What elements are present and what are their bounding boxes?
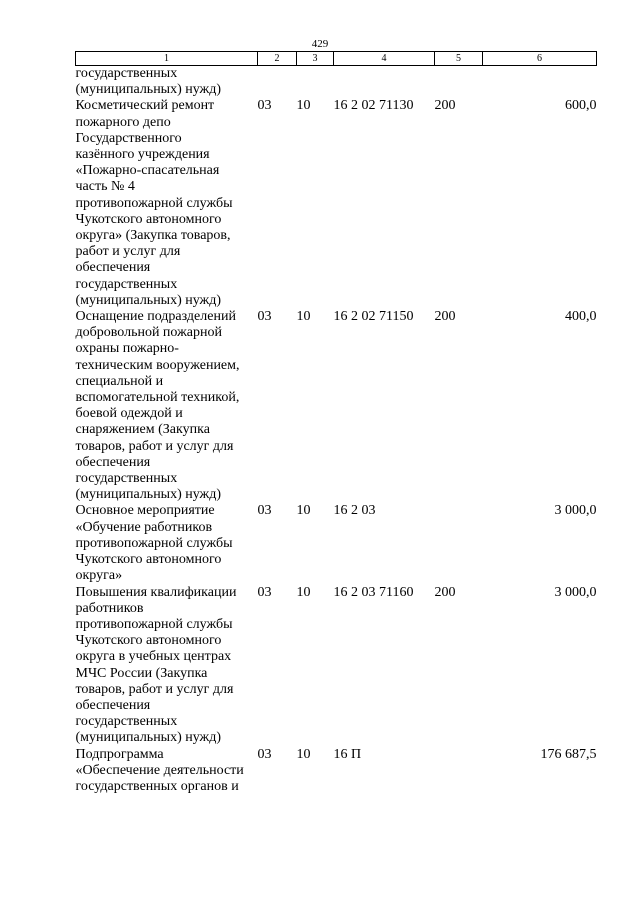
row-name [76,309,258,503]
row-name-line: противопожарной службы [75,616,233,632]
header-col-4: 4 [334,52,435,66]
row-name-line: Оснащение подразделений [75,309,236,325]
row-name-line: государственных [75,471,178,487]
row-name-line: товаров, работ и услуг для [75,681,234,697]
expense-type-code: 200 [434,309,456,325]
page-number: 429 [311,38,329,50]
row-name [76,66,258,99]
amount [483,66,597,99]
row-name-line: государственных органов и [75,778,239,794]
row-name-line: товаров, работ и услуг для [75,438,234,454]
section-code: 03 [257,309,272,325]
row-name-line: (муниципальных) нужд) [75,487,222,503]
row-name-line: Повышения квалификации [75,584,237,600]
row-name [76,503,258,584]
target-article-code: 16 2 03 71160 [333,584,414,600]
row-name-line: техническим вооружением, [75,357,240,373]
row-name-line: обеспечения [75,454,151,470]
row-name-line: «Обучение работников [75,519,213,535]
header-col-3: 3 [297,52,334,66]
row-name-line: вспомогательной техникой, [75,390,240,406]
target-article-code: 16 2 02 71150 [333,309,414,325]
row-name-line: противопожарной службы [75,195,233,211]
row-name-line: государственных [75,66,178,81]
table-row [76,309,597,503]
amount: 600,0 [565,98,597,114]
row-name-line: МЧС России (Закупка [75,665,208,681]
target-article-code: 16 2 03 [333,503,376,519]
row-name-line: противопожарной службы [75,535,233,551]
row-name-line: пожарного депо [75,114,171,130]
expense-type-code: 200 [434,98,456,114]
table-body [76,66,597,796]
section-code: 03 [257,746,272,762]
row-name-line: Подпрограмма [75,746,164,762]
amount: 3 000,0 [554,503,597,519]
row-name-line: Чукотского автономного [75,633,222,649]
row-name-line: (муниципальных) нужд) [75,292,222,308]
target-article-code: 16 2 02 71130 [333,98,414,114]
expense-type-code [435,747,483,796]
row-name-line: государственных [75,276,178,292]
expense-type-code [435,66,483,99]
table-row [76,66,597,99]
header-col-5: 5 [435,52,483,66]
row-name-line: часть № 4 [75,179,135,195]
row-name [76,747,258,796]
subsection-code: 10 [296,98,311,114]
row-name-line: обеспечения [75,260,151,276]
row-name-line: государственных [75,714,178,730]
row-name-line: Чукотского автономного [75,211,222,227]
header-col-6: 6 [483,52,597,66]
row-name-line: обеспечения [75,697,151,713]
subsection-code: 10 [296,746,311,762]
row-name-line: (муниципальных) нужд) [75,82,222,98]
row-name-line: округа в учебных центрах [75,649,232,665]
table-header-row [76,52,597,66]
row-name-line: казённого учреждения [75,147,210,163]
amount: 3 000,0 [554,584,597,600]
section-code: 03 [257,98,272,114]
row-name-line: Косметический ремонт [75,98,215,114]
row-name-line: «Пожарно-спасательная [75,163,220,179]
row-name-line: боевой одеждой и [75,406,183,422]
amount: 176 687,5 [540,746,597,762]
table-row [76,747,597,796]
table-row [76,585,597,747]
header-col-1: 1 [76,52,258,66]
section-code [258,66,297,99]
header-col-2: 2 [258,52,297,66]
row-name-line: округа» (Закупка товаров, [75,228,231,244]
table-row [76,503,597,584]
row-name-line: охраны пожарно- [75,341,179,357]
row-name-line: работников [75,600,144,616]
row-name-line: добровольной пожарной [75,325,222,341]
subsection-code [297,66,334,99]
budget-table [75,51,597,795]
amount: 400,0 [565,309,597,325]
row-name-line: специальной и [75,373,164,389]
row-name [76,585,258,747]
row-name-line: «Обеспечение деятельности [75,762,244,778]
section-code: 03 [257,584,272,600]
subsection-code: 10 [296,309,311,325]
expense-type-code: 200 [434,584,456,600]
row-name-line: работ и услуг для [75,244,181,260]
row-name [76,98,258,309]
row-name-line: округа» [75,568,123,584]
row-name-line: Основное мероприятие [75,503,215,519]
section-code: 03 [257,503,272,519]
table-row [76,98,597,309]
subsection-code: 10 [296,584,311,600]
row-name-line: (муниципальных) нужд) [75,730,222,746]
row-name-line: снаряжением (Закупка [75,422,210,438]
subsection-code: 10 [296,503,311,519]
expense-type-code [435,503,483,584]
row-name-line: Чукотского автономного [75,552,222,568]
target-article-code [334,66,435,99]
row-name-line: Государственного [75,130,182,146]
target-article-code: 16 П [333,746,362,762]
